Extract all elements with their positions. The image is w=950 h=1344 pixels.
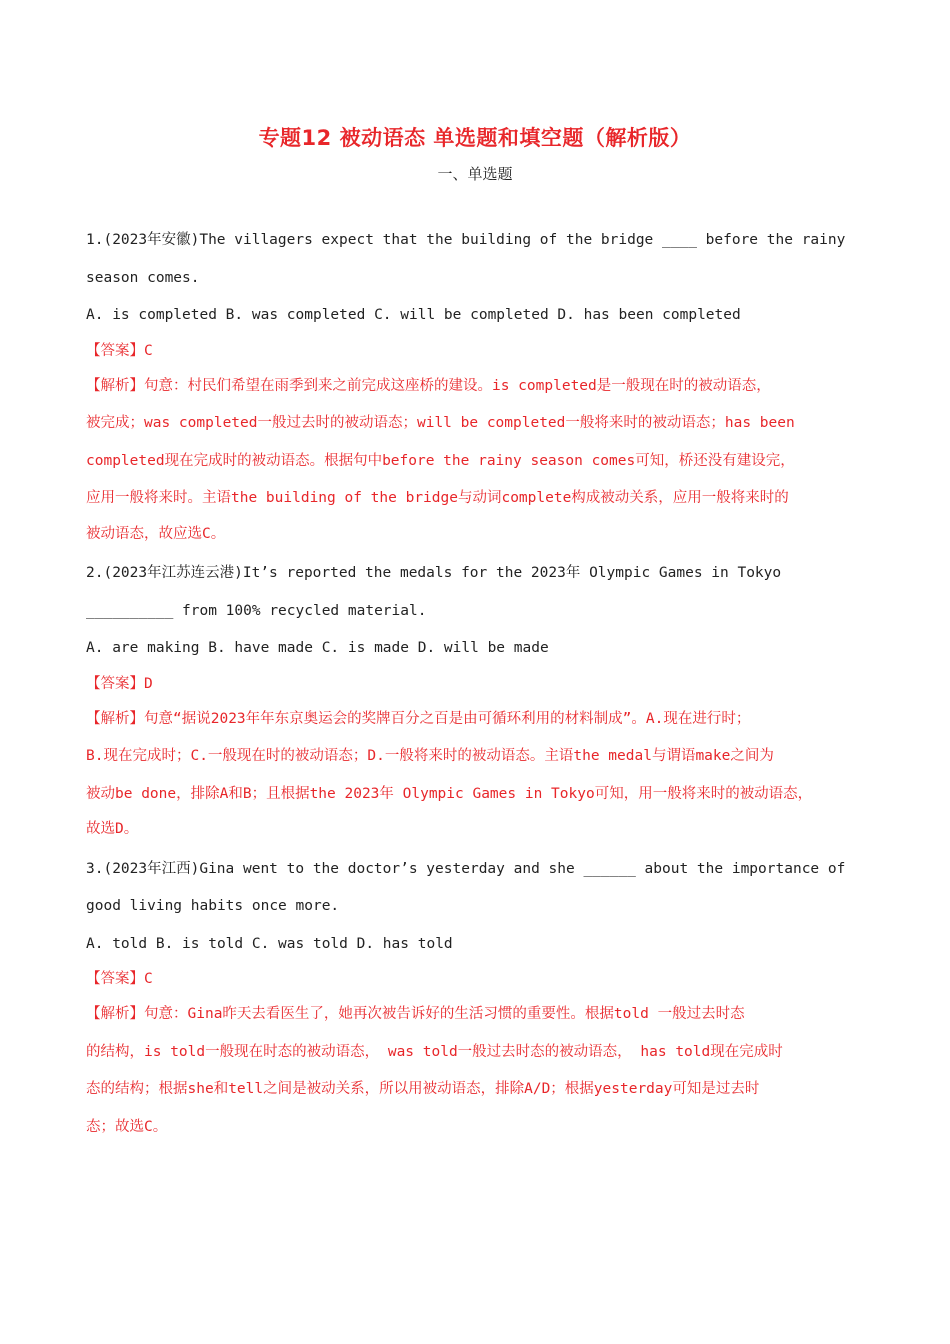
- analysis-line: B.现在完成时；C.一般现在时的被动语态；D.一般将来时的被动语态。主语the medal与谓语make之间为: [86, 748, 774, 764]
- question-analysis: [86, 996, 876, 1146]
- section-heading: 一、单选题: [437, 165, 513, 183]
- question-options: A. is completed B. was completed C. will be completed D. has been completed: [86, 307, 741, 323]
- analysis-line: 态的结构；根据she和tell之间是被动关系，所以用被动语态，排除A/D；根据yesterday可知是过去时: [86, 1081, 760, 1097]
- question-analysis: [86, 368, 876, 556]
- question-answer: 【答案】D: [86, 675, 153, 692]
- question-options: A. told B. is told C. was told D. has told: [86, 935, 453, 952]
- question-answer: 【答案】C: [86, 342, 153, 359]
- analysis-line: 【解析】句意：Gina昨天去看医生了，她再次被告诉好的生活习惯的重要性。根据told 一般过去时态: [86, 1006, 745, 1022]
- analysis-line: 被动语态，故应选C。: [86, 525, 226, 542]
- question-options: A. are making B. have made C. is made D. will be made: [86, 640, 549, 656]
- question-2: [86, 555, 876, 851]
- analysis-line: 被完成；was completed一般过去时的被动语态；will be completed一般将来时的被动语态；has been: [86, 415, 795, 431]
- analysis-line: 【解析】句意“据说2023年年东京奥运会的奖牌百分之百是由可循环利用的材料制成”。A.现在进行时；: [86, 710, 751, 727]
- analysis-line: 【解析】句意：村民们希望在雨季到来之前完成这座桥的建设。is completed是一般现在时的被动语态，: [86, 377, 771, 394]
- page-title: 专题12 被动语态 单选题和填空题（解析版）: [258, 126, 692, 150]
- question-stem-line: good living habits once more.: [86, 898, 340, 914]
- question-list: [86, 222, 876, 1146]
- analysis-line: completed现在完成时的被动语态。根据句中before the rainy season comes可知，桥还没有建设完，: [86, 452, 795, 469]
- question-answer: 【答案】C: [86, 971, 153, 987]
- analysis-line: 态；故选C。: [86, 1118, 168, 1135]
- question-stem-line: 2.(2023年江苏连云港)It’s reported the medals for the 2023年 Olympic Games in Tokyo: [86, 565, 782, 581]
- analysis-line: 的结构，is told一般现在时态的被动语态， was told一般过去时态的被动语态， has told现在完成时: [86, 1043, 783, 1060]
- analysis-line: 应用一般将来时。主语the building of the bridge与动词complete构成被动关系，应用一般将来时的: [86, 490, 789, 506]
- question-stem-line: __________ from 100% recycled material.: [86, 602, 427, 619]
- question-stem-line: season comes.: [86, 269, 200, 286]
- analysis-line: 被动be done，排除A和B；且根据the 2023年 Olympic Games in Tokyo可知，用一般将来时的被动语态，: [86, 785, 813, 802]
- question-analysis: [86, 701, 876, 851]
- question-stem-line: 1.(2023年安徽)The villagers expect that the building of the bridge ____ before the rainy: [86, 232, 846, 248]
- analysis-line: 故选D。: [86, 821, 139, 837]
- question-3: [86, 851, 876, 1147]
- question-stem-line: 3.(2023年江西)Gina went to the doctor’s yesterday and she ______ about the importance of: [86, 860, 846, 877]
- question-1: [86, 222, 876, 555]
